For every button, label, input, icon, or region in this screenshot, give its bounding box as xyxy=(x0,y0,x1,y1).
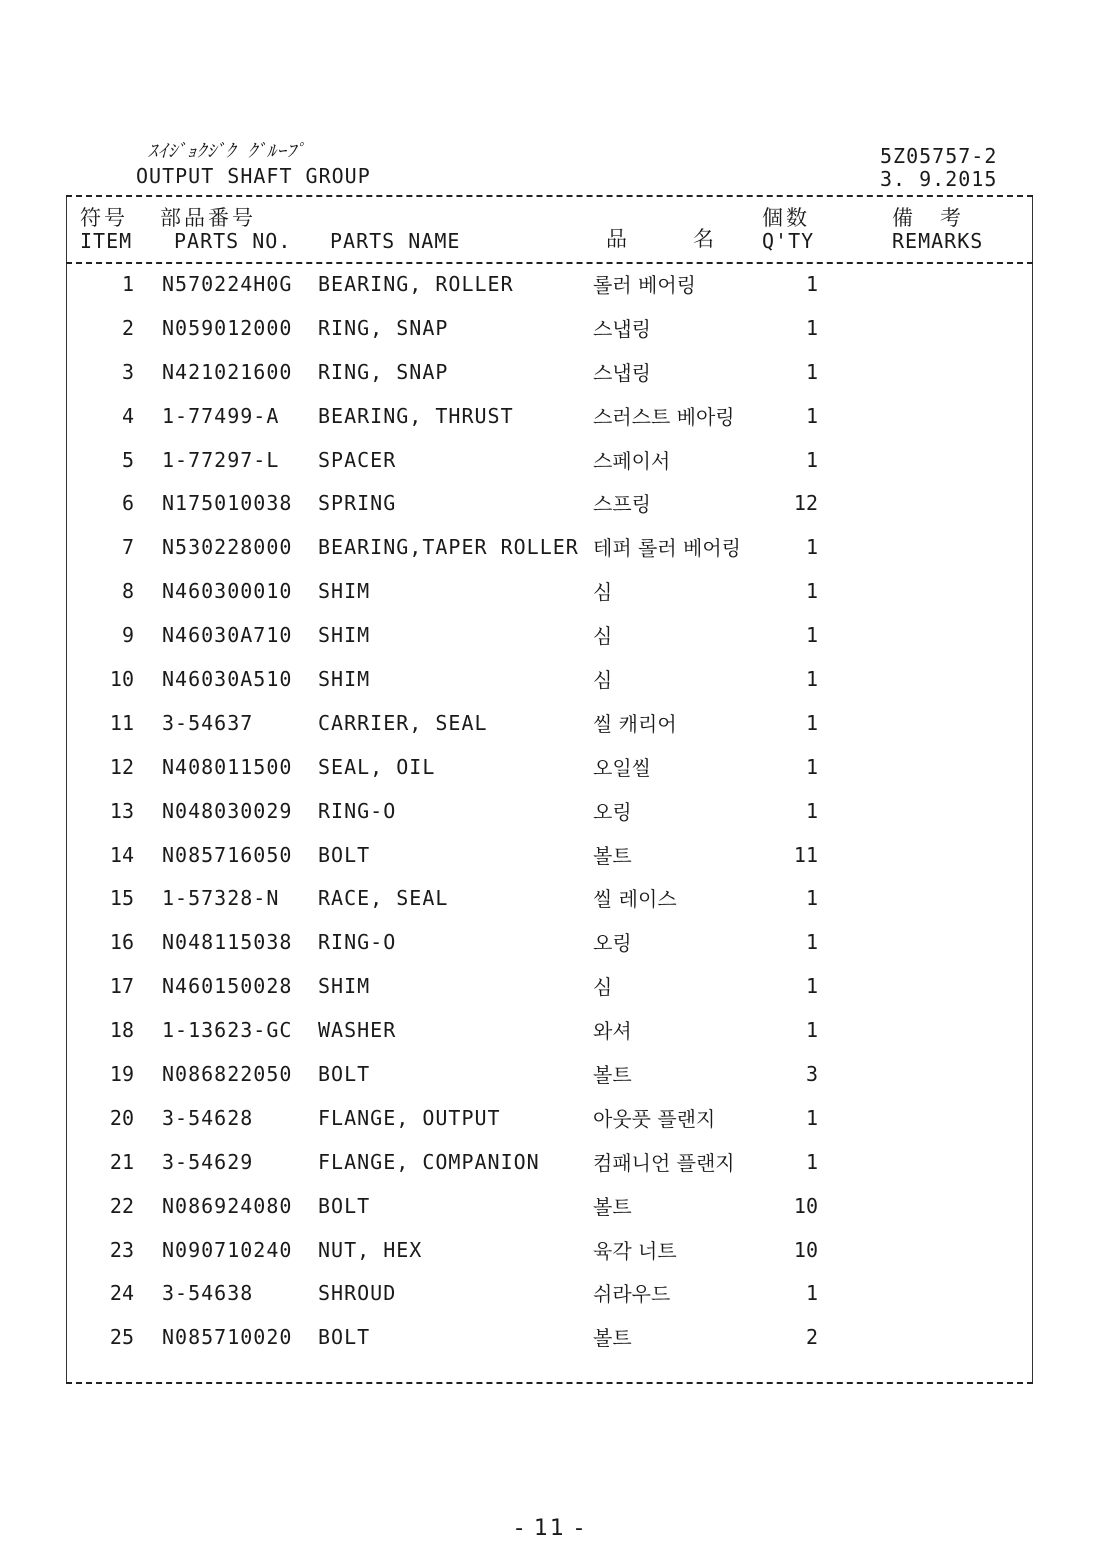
part-name: SEAL, OIL xyxy=(318,754,436,779)
table-row xyxy=(66,663,1031,707)
quantity: 1 xyxy=(805,1281,818,1306)
part-name: BOLT xyxy=(318,1325,371,1350)
part-number: 3-54638 xyxy=(162,1281,254,1306)
item-number: 2 xyxy=(121,315,134,340)
column-header-parts-name: PARTS NAME xyxy=(330,229,461,253)
part-name: NUT, HEX xyxy=(318,1237,423,1262)
part-name: RING, SNAP xyxy=(318,315,449,340)
table-row xyxy=(66,795,1031,839)
item-number: 15 xyxy=(109,886,134,911)
quantity: 1 xyxy=(805,1018,818,1043)
part-number: N46030A510 xyxy=(162,667,293,692)
part-number: N421021600 xyxy=(162,359,293,384)
part-number: 1-13623-GC xyxy=(162,1018,293,1043)
quantity: 3 xyxy=(805,1062,818,1087)
table-row xyxy=(66,619,1031,663)
part-number: N460150028 xyxy=(162,974,293,999)
part-number: N46030A710 xyxy=(162,623,293,648)
quantity: 1 xyxy=(805,272,818,296)
quantity: 1 xyxy=(805,579,818,604)
part-number: N090710240 xyxy=(162,1237,293,1262)
item-number: 13 xyxy=(109,798,134,823)
table-bottom-rule xyxy=(66,1382,1033,1384)
part-number: N408011500 xyxy=(162,754,293,779)
table-row xyxy=(66,575,1031,619)
item-number: 14 xyxy=(109,842,134,867)
part-name: BOLT xyxy=(318,842,371,867)
table-row xyxy=(66,882,1031,926)
item-number: 24 xyxy=(109,1281,134,1306)
part-name-korean: 스페이서 xyxy=(593,448,671,473)
quantity: 1 xyxy=(805,359,818,384)
part-name: SHIM xyxy=(318,623,371,648)
part-number: 3-54629 xyxy=(162,1149,254,1174)
table-row xyxy=(66,1234,1031,1278)
column-header-korean-name: 品 名 xyxy=(606,227,722,251)
part-number: N085710020 xyxy=(162,1325,293,1350)
quantity: 12 xyxy=(793,491,818,516)
part-number: N530228000 xyxy=(162,535,293,560)
part-number: 3-54628 xyxy=(162,1105,254,1130)
document-number: 5Z05757-2 xyxy=(880,144,998,168)
quantity: 1 xyxy=(805,447,818,472)
part-name: BEARING,TAPER ROLLER xyxy=(318,535,579,560)
table-row xyxy=(66,1102,1031,1146)
part-name-korean: 스프링 xyxy=(593,492,651,517)
part-name-korean: 육각 너트 xyxy=(593,1238,677,1263)
table-row xyxy=(66,1321,1031,1365)
part-name-korean: 쉬라우드 xyxy=(593,1282,671,1307)
part-name: BEARING, ROLLER xyxy=(318,272,514,296)
quantity: 1 xyxy=(805,886,818,911)
table-row xyxy=(66,1058,1031,1102)
quantity: 1 xyxy=(805,1105,818,1130)
part-name-korean: 스러스트 베아링 xyxy=(593,404,735,429)
table-header-rule xyxy=(66,262,1033,264)
part-name-korean: 심 xyxy=(593,624,613,649)
part-name: RACE, SEAL xyxy=(318,886,449,911)
table-row xyxy=(66,400,1031,444)
table-row xyxy=(66,707,1031,751)
part-name-korean: 볼트 xyxy=(593,1063,632,1088)
part-name: SHIM xyxy=(318,974,371,999)
part-number: N059012000 xyxy=(162,315,293,340)
item-number: 9 xyxy=(121,623,134,648)
quantity: 1 xyxy=(805,535,818,560)
quantity: 1 xyxy=(805,403,818,428)
item-number: 12 xyxy=(109,754,134,779)
group-title xyxy=(136,140,371,188)
column-header-item: 符号 ITEM xyxy=(80,206,133,253)
table-row xyxy=(66,312,1031,356)
part-name-korean: 볼트 xyxy=(593,1326,632,1351)
part-name-korean: 스냅링 xyxy=(593,316,651,341)
quantity: 1 xyxy=(805,930,818,955)
item-number: 6 xyxy=(121,491,134,516)
table-row xyxy=(66,268,1031,312)
part-name-korean: 테퍼 롤러 베어링 xyxy=(593,536,741,561)
item-number: 16 xyxy=(109,930,134,955)
parts-table-body xyxy=(66,268,1031,1365)
item-number: 18 xyxy=(109,1018,134,1043)
part-name-korean: 아웃풋 플랜지 xyxy=(593,1106,716,1131)
part-name: SHROUD xyxy=(318,1281,397,1306)
part-number: N048030029 xyxy=(162,798,293,823)
part-name: BEARING, THRUST xyxy=(318,403,514,428)
quantity: 11 xyxy=(793,842,818,867)
part-number: N085716050 xyxy=(162,842,293,867)
part-number: N460300010 xyxy=(162,579,293,604)
part-name-korean: 씰 레이스 xyxy=(593,887,677,912)
item-number: 17 xyxy=(109,974,134,999)
quantity: 1 xyxy=(805,710,818,735)
part-name-korean: 롤러 베어링 xyxy=(593,273,696,297)
item-number: 22 xyxy=(109,1193,134,1218)
part-number: 1-77499-A xyxy=(162,403,280,428)
part-number: 1-57328-N xyxy=(162,886,280,911)
part-name: WASHER xyxy=(318,1018,397,1043)
part-name: BOLT xyxy=(318,1193,371,1218)
part-name-korean: 와셔 xyxy=(593,1019,632,1044)
part-name: SHIM xyxy=(318,579,371,604)
table-row xyxy=(66,751,1031,795)
part-number: N086924080 xyxy=(162,1193,293,1218)
part-name-korean: 스냅링 xyxy=(593,360,651,385)
part-number: N086822050 xyxy=(162,1062,293,1087)
part-name-korean: 심 xyxy=(593,975,613,1000)
item-number: 3 xyxy=(121,359,134,384)
page-number: - 11 - xyxy=(515,1516,585,1541)
item-number: 25 xyxy=(109,1325,134,1350)
table-top-rule xyxy=(66,195,1033,197)
part-number: 3-54637 xyxy=(162,710,254,735)
table-row xyxy=(66,1190,1031,1234)
part-name-korean: 컴패니언 플랜지 xyxy=(593,1150,735,1175)
column-header-qty: 個数 Q'TY xyxy=(762,206,815,253)
quantity: 1 xyxy=(805,1149,818,1174)
table-row xyxy=(66,487,1031,531)
column-header-remarks: 備 考 REMARKS xyxy=(892,206,984,253)
table-row xyxy=(66,356,1031,400)
part-name: FLANGE, OUTPUT xyxy=(318,1105,501,1130)
quantity: 1 xyxy=(805,667,818,692)
item-number: 7 xyxy=(121,535,134,560)
item-number: 10 xyxy=(109,667,134,692)
part-name-korean: 볼트 xyxy=(593,843,632,868)
part-name-korean: 볼트 xyxy=(593,1194,632,1219)
item-number: 1 xyxy=(121,272,134,296)
quantity: 1 xyxy=(805,754,818,779)
part-number: N048115038 xyxy=(162,930,293,955)
part-name: SHIM xyxy=(318,667,371,692)
item-number: 4 xyxy=(121,403,134,428)
table-row xyxy=(66,970,1031,1014)
table-row xyxy=(66,1014,1031,1058)
table-row xyxy=(66,926,1031,970)
part-name: CARRIER, SEAL xyxy=(318,710,488,735)
table-row xyxy=(66,444,1031,488)
part-name: RING, SNAP xyxy=(318,359,449,384)
group-title-english: OUTPUT SHAFT GROUP xyxy=(136,164,371,188)
table-row xyxy=(66,531,1031,575)
table-row xyxy=(66,839,1031,883)
item-number: 11 xyxy=(109,710,134,735)
document-info xyxy=(880,145,997,191)
part-name-korean: 오일씰 xyxy=(593,755,651,780)
quantity: 1 xyxy=(805,974,818,999)
quantity: 1 xyxy=(805,798,818,823)
item-number: 19 xyxy=(109,1062,134,1087)
part-name: RING-O xyxy=(318,798,397,823)
part-name: RING-O xyxy=(318,930,397,955)
item-number: 21 xyxy=(109,1149,134,1174)
group-title-japanese: ｽｲｼﾞｮｸｼﾞｸ ｸﾞﾙｰﾌﾟ xyxy=(148,141,306,162)
table-row xyxy=(66,1277,1031,1321)
item-number: 8 xyxy=(121,579,134,604)
item-number: 20 xyxy=(109,1105,134,1130)
quantity: 1 xyxy=(805,315,818,340)
part-name-korean: 씰 캐리어 xyxy=(593,711,677,736)
quantity: 10 xyxy=(793,1193,818,1218)
part-number: 1-77297-L xyxy=(162,447,280,472)
part-name: SPACER xyxy=(318,447,397,472)
part-number: N570224H0G xyxy=(162,272,293,296)
part-name: BOLT xyxy=(318,1062,371,1087)
column-header-parts-no: 部品番号 PARTS NO. xyxy=(160,206,292,253)
part-name-korean: 오링 xyxy=(593,931,632,956)
part-name: FLANGE, COMPANION xyxy=(318,1149,540,1174)
document-date: 3. 9.2015 xyxy=(880,167,998,191)
part-name-korean: 심 xyxy=(593,580,613,605)
quantity: 1 xyxy=(805,623,818,648)
item-number: 23 xyxy=(109,1237,134,1262)
part-name-korean: 심 xyxy=(593,668,613,693)
item-number: 5 xyxy=(121,447,134,472)
table-row xyxy=(66,1146,1031,1190)
quantity: 2 xyxy=(805,1325,818,1350)
part-name: SPRING xyxy=(318,491,397,516)
quantity: 10 xyxy=(793,1237,818,1262)
part-name-korean: 오링 xyxy=(593,799,632,824)
part-number: N175010038 xyxy=(162,491,293,516)
